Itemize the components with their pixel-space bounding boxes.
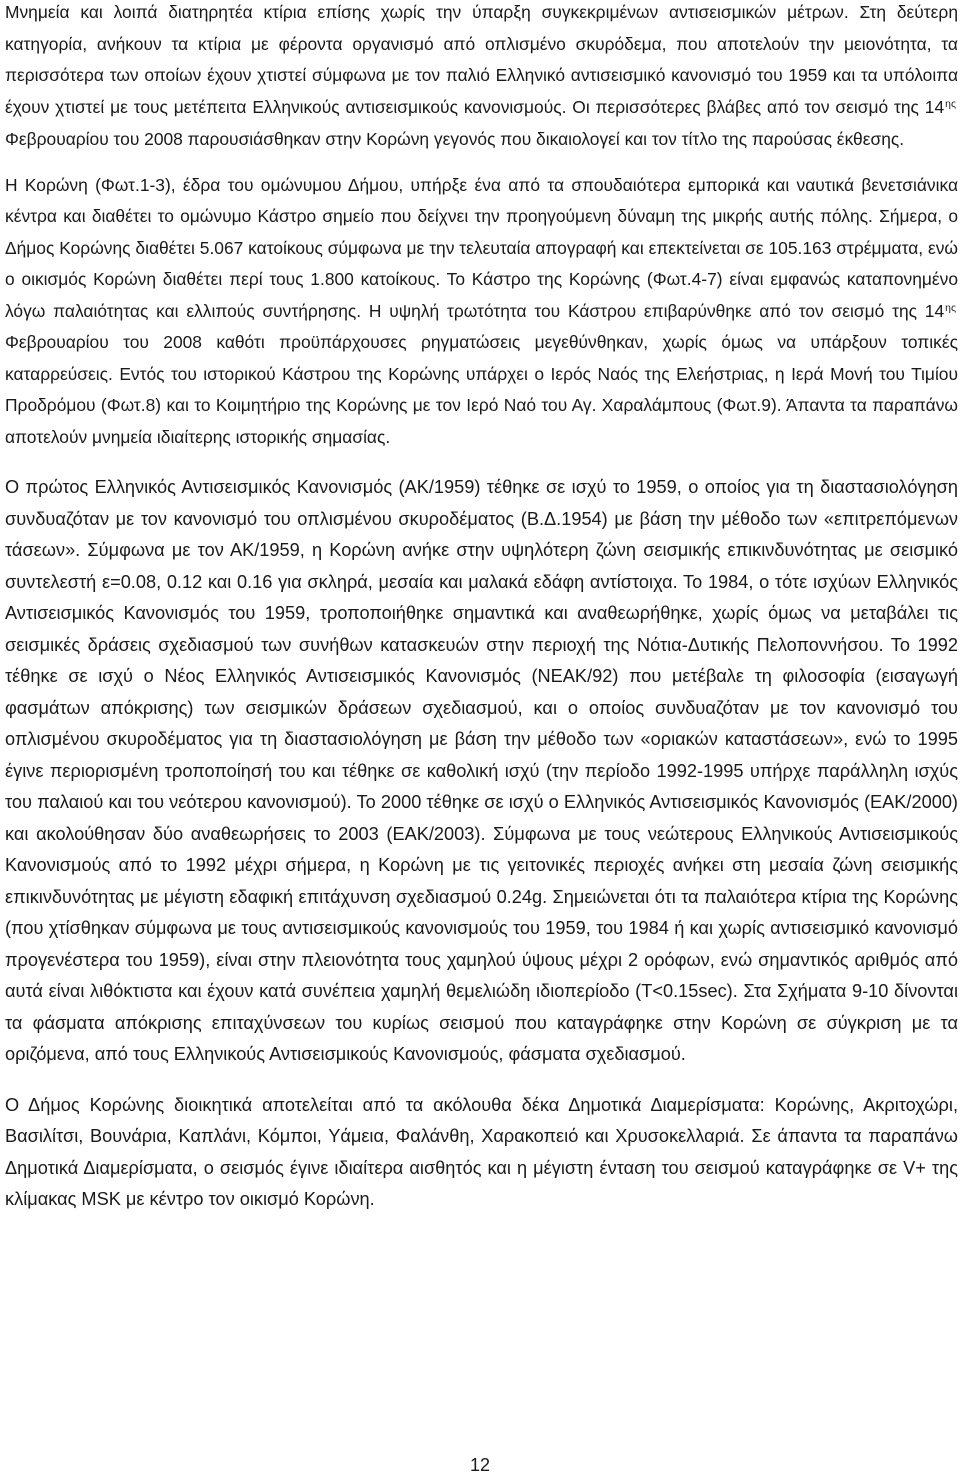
paragraph-building-categories — [5, 0, 958, 156]
paragraph-koroni-history — [5, 170, 958, 454]
paragraph-municipal-districts: Ο Δήμος Κορώνης διοικητικά αποτελείται από τα ακόλουθα δέκα Δημοτικά Διαμερίσματα: Κορώνης, Ακριτοχώρι, Βασιλίτσι, Βουνάρια, Καπλάνι, Κόμποι, Υάμεια, Φαλάνθη, Χαρακοπειό και Χρυσοκελλαριά. Σε άπαντα τα παραπάνω Δημοτικά Διαμερίσματα, ο σεισμός έγινε ιδιαίτερα αισθητός και η μέγιστη ένταση του σεισμού καταγράφηκε σε V+ της κλίμακας MSK με κέντρο τον οικισμό Κορώνη. — [5, 1094, 958, 1210]
paragraph-seismic-codes: Ο πρώτος Ελληνικός Αντισεισμικός Κανονισμός (ΑΚ/1959) τέθηκε σε ισχύ το 1959, ο οποίος για τη διαστασιολόγηση συνδυαζόταν με τον κανονισμό του οπλισμένου σκυροδέματος (Β.Δ.1954) με βάση την μέθοδο των «επιτρεπόμενων τάσεων». Σύμφωνα με τον ΑΚ/1959, η Κορώνη ανήκε στην υψηλότερη ζώνη σεισμικής επικινδυνότητας με σεισμικό συντελεστή ε=0.08, 0.12 και 0.16 για σκληρά, μεσαία και μαλακά εδάφη αντίστοιχα. Το 1984, ο τότε ισχύων Ελληνικός Αντισεισμικός Κανονισμός του 1959, τροποποιήθηκε σημαντικά και αναθεωρήθηκε, χωρίς όμως να μεταβάλει τις σεισμικές δράσεις σχεδιασμού των συνήθων κατασκευών στην περιοχή της Νότια-Δυτικής Πελοποννήσου. Το 1992 τέθηκε σε ισχύ ο Νέος Ελληνικός Αντισεισμικός Κανονισμός (ΝΕΑΚ/92) που μετέβαλε τη φιλοσοφία (εισαγωγή φασμάτων απόκρισης) των σεισμικών δράσεων σχεδιασμού, και ο οποίος συνδυαζόταν με τον κανονισμό του οπλισμένου σκυροδέματος για τη διαστασιολόγηση με βάση την μέθοδο των «οριακών καταστάσεων», ενώ το 1995 έγινε περιορισμένη τροποποίησή του και τέθηκε σε καθολική ισχύ (την περίοδο 1992-1995 υπήρχε παράλληλη ισχύς του παλαιού και του νεότερου κανονισμού). Το 2000 τέθηκε σε ισχύ ο Ελληνικός Αντισεισμικός Κανονισμός (ΕΑΚ/2000) και ακολούθησαν δύο αναθεωρήσεις το 2003 (ΕΑΚ/2003). Σύμφωνα με τους νεώτερους Ελληνικούς Αντισεισμικούς Κανονισμούς από το 1992 μέχρι σήμερα, η Κορώνη με τις γειτονικές περιοχές ανήκει στη μεσαία ζώνη σεισμικής επικινδυνότητας με μέγιστη εδαφική επιτάχυνση σχεδιασμού 0.24g. Σημειώνεται ότι τα παλαιότερα κτίρια της Κορώνης (που χτίσθηκαν σύμφωνα με τους αντισεισμικούς κανονισμούς του 1959, του 1984 ή και χωρίς αντισεισμικό κανονισμό προγενέστερα του 1959), είναι στην πλειονότητα τους χαμηλού ύψους μέχρι 2 ορόφων, ενώ σημαντικός αριθμός από αυτά είναι λιθόκτιστα και έχουν κατά συνέπεια χαμηλή θεμελιώδη ιδιοπερίοδο (T<0.15sec). Στα Σχήματα 9-10 δίνονται τα φάσματα απόκρισης επιταχύνσεων του κυρίως σεισμού που καταγράφηκε στην Κορώνη σε σύγκριση με τα οριζόμενα, από τους Ελληνικούς Αντισεισμικούς Κανονισμούς, φάσματα σχεδιασμού. — [5, 477, 958, 1065]
paragraph-2-text-b: Φεβρουαρίου του 2008 καθότι προϋπάρχουσες ρηγματώσεις μεγεθύνθηκαν, χωρίς όμως να υπάρξουν τοπικές καταρρεύσεις. Εντός του ιστορικού Κάστρου της Κορώνης υπάρχει ο Ιερός Ναός της Ελεήστριας, η Ιερά Μονή του Τιμίου Προδρόμου (Φωτ.8) και το Κοιμητήριο της Κορώνης με τον Ιερό Ναό του Αγ. Χαραλάμπους (Φωτ.9). Άπαντα τα παραπάνω αποτελούν μνημεία ιδιαίτερης ιστορικής σημασίας. — [5, 332, 958, 447]
paragraph-2-text-a: Η Κορώνη (Φωτ.1-3), έδρα του ομώνυμου Δήμου, υπήρξε ένα από τα σπουδαιότερα εμπορικά και ναυτικά βενετσιάνικα κέντρα και διαθέτει το ομώνυμο Κάστρο σημείο που δείχνει την προηγούμενη δύναμη της μικρής αυτής πόλης. Σήμερα, ο Δήμος Κορώνης διαθέτει 5.067 κατοίκους σύμφωνα με την τελευταία απογραφή και επεκτείνεται σε 105.163 στρέμματα, ενώ ο οικισμός Κορώνη διαθέτει περί τους 1.800 κατοίκους. Το Κάστρο της Κορώνης (Φωτ.4-7) είναι εμφανώς καταπονημένο λόγω παλαιότητας και ελλιπούς συντήρησης. Η υψηλή τρωτότητα του Κάστρου επιβαρύνθηκε από τον σεισμό της 14 — [5, 174, 958, 321]
paragraph-1-text-b: Φεβρουαρίου του 2008 παρουσιάσθηκαν στην Κορώνη γεγονός που δικαιολογεί και τον τίτλο της παρούσας έκθεσης. — [5, 128, 905, 149]
ordinal-suffix: ης — [945, 302, 956, 314]
ordinal-suffix: ης — [945, 99, 956, 111]
document-page — [5, 0, 958, 1216]
page-number: 12 — [469, 1455, 491, 1475]
paragraph-1-text-a: Μνημεία και λοιπά διατηρητέα κτίρια επίσης χωρίς την ύπαρξη συγκεκριμένων αντισεισμικών μέτρων. Στη δεύτερη κατηγορία, ανήκουν τα κτίρια με φέροντα οργανισμό από οπλισμένο σκυρόδεμα, που αποτελούν την μειονότητα, τα περισσότερα των οποίων έχουν χτιστεί σύμφωνα με τον παλιό Ελληνικό αντισεισμικό κανονισμό του 1959 και τα υπόλοιπα έχουν χτιστεί με τους μετέπειτα Ελληνικούς αντισεισμικούς κανονισμούς. Οι περισσότερες βλάβες από τον σεισμό της 14 — [5, 2, 958, 118]
